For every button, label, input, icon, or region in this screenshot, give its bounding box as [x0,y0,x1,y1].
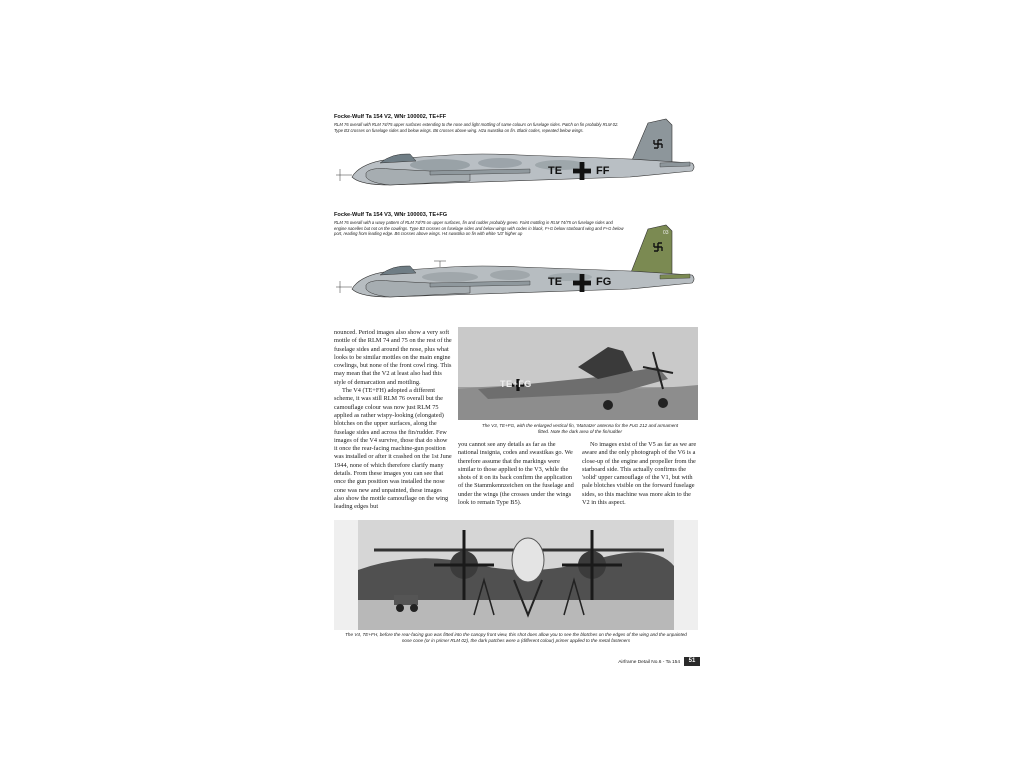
text-column-3 [582,441,700,507]
aircraft-profile-v2 [330,107,702,197]
profile-title-v2: Focke-Wulf Ta 154 V2, WNr 100002, TE+FF [334,114,447,120]
profile-caption-v3: RLM 76 overall with a wavy pattern of RLM 74/75 on upper surfaces, fin and rudder probably green. Faint mottling in RLM 74/75 on fuselage sides and engine nacelles but not on the cowlings. Type B3 crosses on fuselage sides and below wings with codes in black, F+G below starboard wing and F+G below port, reading from leading edge. B6 crosses above wings. H4 swastika on fin with white 'U3' higher up [334,220,624,237]
photo-code: TE+FG [500,379,532,389]
footer-text: Airframe Detail No.6 - Ta 154 [618,660,680,665]
photo-v3 [458,327,698,420]
paragraph: you cannot see any details as far as the national insignia, codes and swastikas go. We therefore assume that the markings were similar to those applied to the V3, while the shots of it on its back confirm the application of the Stammkennzeichen on the fuselage and under the wings (the crosses under the wings look to remain Type B5). [458,441,574,507]
fuselage-code-left-v2: TE [548,165,563,177]
photo-caption-v4: The V4, TE+FH, before the rear-facing gun was fitted into the canopy front view, this shot does allow you to see the blotches on the edges of the wing and the unpainted nose cone (or in primer RLM 02), the dark patches were a (different colour) primer applied to the metal fasteners [345,632,687,643]
fuselage-code-right-v3: FG [596,276,612,288]
photo-v4 [334,520,698,630]
fuselage-code-right-v2: FF [596,165,610,177]
aircraft-profile-v3 [330,215,702,310]
fin-code-v3: 03 [663,230,669,236]
fuselage-code-left-v3: TE [548,276,563,288]
photo-caption-v3: The V3, TE+FG, with the enlarged vertical fin, 'Matratze' antenna for the FuG 212 and armament fitted. Note the dark area of the fin/rudder [481,423,679,434]
text-column-2 [458,441,576,507]
magazine-page [330,95,702,680]
tail-fin [630,119,672,165]
profile-caption-v2: RLM 76 overall with RLM 74/75 upper surfaces extending to the nose and light mottling of same colours on fuselage sides. Patch on fin probably RLM 02. Type B3 crosses on fuselage sides and below wings. B6 crosses above wing. H2a swastika on fin. Black codes, repeated below wings. [334,122,619,133]
page-number: 51 [684,657,700,666]
paragraph: nounced. Period images also show a very soft mottle of the RLM 74 and 75 on the rest of the fuselage sides and around the nose, plus what looks to be similar mottles on the main engine cowlings, but none of the front cowl ring. This may mean that the V2 at least also had this style of demarcation and mottling. [334,329,452,386]
paragraph: No images exist of the V5 as far as we are aware and the only photograph of the V6 is a close-up of the engine and propeller from the starboard side. This actually confirms the 'solid' upper camouflage of the V1, but with pale blotches visible on the forward fuselage sides, so this machine was more akin to the V2 in this aspect. [582,441,697,507]
paragraph: The V4 (TE+FH) adopted a different scheme, it was still RLM 76 overall but the camouflage colour was now just RLM 75 applied as rather wispy-looking (elongated) blotches on the upper surfaces, along the fuselage sides and across the fin/rudder. Few images of the V4 survive, those that do show it once the rear-facing machine-gun position was installed or after it crashed on the 1st June 1944, none of which therefore clarify many details. From these images you can see that once the gun position was installed the nose cone was new and unpainted, these images also show the mottle camouflage on the wing leading edges but [334,387,452,511]
profile-title-v3: Focke-Wulf Ta 154 V3, WNr 100003, TE+FG [334,212,448,218]
text-column-1 [334,329,452,512]
